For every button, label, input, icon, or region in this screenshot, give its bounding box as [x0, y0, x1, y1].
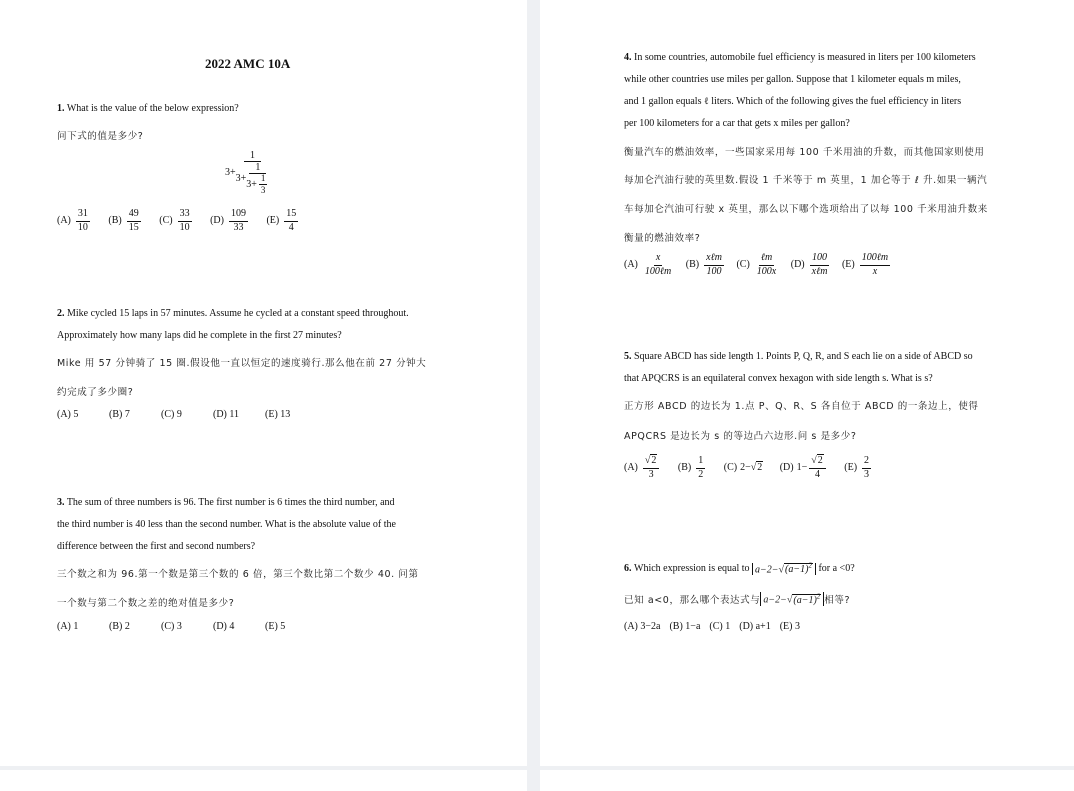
- question-1-prompt: What is the value of the below expression?: [66, 103, 239, 114]
- question-4-choices: [624, 253, 906, 277]
- q6-expr-radical: [784, 563, 813, 575]
- question-4-line-4: per 100 kilometers for a car that gets x miles per gallon?: [624, 118, 850, 129]
- q5-choice-b-fraction: [696, 456, 705, 480]
- q5-d-num: √2: [809, 456, 826, 469]
- q3-choice-e[interactable]: (E) 5: [265, 621, 286, 632]
- q5-choice-d-fraction: [809, 456, 826, 480]
- question-6-number: 6.: [624, 563, 632, 575]
- document-title: 2022 AMC 10A: [205, 56, 291, 71]
- q4-choice-c-label: (C): [736, 259, 750, 270]
- q6-zh-expr-prefix: a−2−: [763, 594, 787, 606]
- question-2-chinese-1: Mike 用 57 分钟骑了 15 圈.假设他一直以恒定的速度骑行.那么他在前 27 分钟大: [57, 358, 427, 369]
- q4-a-den: 100ℓm: [644, 265, 672, 277]
- q1-e-num: 15: [284, 209, 298, 222]
- q6-expr-radicand: (a−1): [785, 564, 809, 576]
- q5-c-root: √2: [750, 462, 763, 473]
- q4-d-num: 100: [810, 253, 829, 266]
- q5-choice-b[interactable]: [678, 456, 707, 480]
- question-5-line-1: [624, 352, 973, 362]
- q5-choice-d-label: (D): [779, 462, 794, 473]
- q4-e-den: x: [872, 265, 878, 277]
- q6-expr-prefix: a−2−: [755, 564, 779, 576]
- q4-choice-b-fraction: [704, 253, 724, 277]
- question-6-text: Which expression is equal to: [634, 563, 750, 575]
- q4-d-den: xℓm: [811, 265, 828, 277]
- q1-choice-c[interactable]: [159, 209, 193, 233]
- question-1-continued-fraction: [225, 150, 269, 196]
- q4-choice-e-fraction: [860, 253, 890, 277]
- question-2-line-2: Approximately how many laps did he complete in the first 27 minutes?: [57, 330, 342, 341]
- q5-choice-e[interactable]: [844, 456, 873, 480]
- q5-b-num: 1: [696, 456, 705, 469]
- question-5-chinese-1: 正方形 ABCD 的边长为 1.点 P、Q、R、S 各自位于 ABCD 的一条边上，使得: [624, 401, 979, 412]
- q3-choice-d[interactable]: (D) 4: [213, 621, 235, 632]
- question-2-line-1: [57, 309, 409, 319]
- cf-inner-fraction: [259, 174, 268, 196]
- cf-term-3: 3+: [246, 179, 257, 191]
- q1-e-den: 4: [288, 221, 294, 233]
- q6-chinese-abs-expression: $a-2-√(a-1)^2$: [760, 592, 824, 605]
- next-page-left-edge: [0, 770, 527, 791]
- question-2-text-1: Mike cycled 15 laps in 57 minutes. Assume he cycled at a constant speed throughout.: [67, 308, 409, 319]
- question-1-text: [57, 104, 239, 114]
- question-3-line-1: [57, 498, 395, 508]
- q1-choice-e[interactable]: [266, 209, 300, 233]
- question-4-chinese-1: 衡量汽车的燃油效率，一些国家采用每 100 千米用油的升数，而其他国家则使用: [624, 147, 985, 158]
- question-4-number: 4.: [624, 52, 632, 63]
- q5-e-den: 3: [864, 468, 870, 480]
- q6-abs-expression: $a-2-√(a-1)^2$: [752, 563, 816, 575]
- question-5-text-1: Square ABCD has side length 1. Points P, Q, R, and S each lie on a side of ABCD so: [634, 351, 973, 362]
- q2-choice-e[interactable]: (E) 13: [265, 409, 291, 420]
- q4-c-den: 100x: [756, 265, 777, 277]
- question-5-choices: [624, 456, 887, 480]
- q4-choice-d-label: (D): [790, 259, 805, 270]
- question-3-chinese-2: 一个数与第二个数之差的绝对值是多少?: [57, 598, 235, 609]
- q6-choice-c[interactable]: (C) 1: [709, 621, 731, 632]
- q4-choice-c-fraction: [755, 253, 778, 277]
- q6-choice-a[interactable]: (A) 3−2a: [624, 621, 661, 632]
- q4-a-num: x: [654, 253, 662, 266]
- q6-zh-expr-radical: [792, 594, 821, 606]
- q2-choice-d[interactable]: (D) 11: [213, 409, 240, 420]
- q5-choice-e-label: (E): [844, 462, 858, 473]
- q4-choice-e-label: (E): [841, 259, 855, 270]
- q5-e-num: 2: [862, 456, 871, 469]
- q1-b-num: 49: [127, 209, 141, 222]
- q3-choice-a[interactable]: (A) 1: [57, 621, 79, 632]
- question-2-chinese-2: 约完成了多少圈?: [57, 387, 134, 398]
- right-page: [540, 0, 1074, 766]
- cf-numerator-2: 1: [249, 162, 266, 174]
- question-4-text-1: In some countries, automobile fuel efficiency is measured in liters per 100 kilometers: [634, 52, 976, 63]
- q4-choice-e[interactable]: [842, 253, 892, 277]
- question-3-number: 3.: [57, 497, 65, 508]
- q4-choice-d[interactable]: [791, 253, 832, 277]
- q4-choice-a[interactable]: [624, 253, 675, 277]
- q1-d-num: 109: [229, 209, 248, 222]
- q1-d-den: 33: [233, 221, 244, 233]
- cf-numerator-1: 1: [244, 150, 261, 162]
- q1-choice-c-label: (C): [159, 215, 173, 226]
- q1-a-den: 10: [77, 221, 88, 233]
- question-6-line-1: [624, 563, 855, 575]
- question-4-chinese-4: 衡量的燃油效率?: [624, 233, 701, 244]
- q3-choice-c[interactable]: (C) 3: [161, 621, 182, 632]
- q1-choice-b-label: (B): [108, 215, 122, 226]
- q5-a-den: 3: [648, 468, 654, 480]
- cf-inner-num: 1: [259, 174, 268, 185]
- q1-choice-c-fraction: [178, 209, 192, 233]
- q1-c-den: 10: [179, 221, 190, 233]
- q4-choice-c[interactable]: [736, 253, 780, 277]
- q5-choice-a[interactable]: [624, 456, 661, 480]
- cf-inner-den: 3: [260, 185, 266, 196]
- question-1-chinese: 问下式的值是多少?: [57, 131, 144, 142]
- question-6-chinese: [624, 592, 850, 606]
- q5-d-den: 4: [815, 468, 820, 480]
- q4-choice-b-label: (B): [685, 259, 700, 270]
- question-4-chinese-3: 车每加仑汽油可行驶 x 英里，那么以下哪个选项给出了以每 100 千米用油升数来: [624, 204, 988, 215]
- q4-choice-a-fraction: [643, 253, 673, 277]
- q4-choice-b[interactable]: [686, 253, 726, 277]
- q1-choice-d-label: (D): [210, 215, 224, 226]
- cf-term-2: 3+: [235, 173, 247, 185]
- question-4-line-1: [624, 53, 976, 63]
- question-3-line-2: the third number is 40 less than the second number. What is the absolute value of the: [57, 519, 396, 530]
- q6-choice-d[interactable]: (D) a+1: [739, 621, 771, 632]
- question-4-line-2: while other countries use miles per gallon. Suppose that 1 kilometer equals m miles,: [624, 74, 961, 85]
- left-page: [0, 0, 527, 766]
- next-page-right-edge: [540, 770, 1074, 791]
- q6-chinese-prefix: 已知 a<0，那么哪个表达式与: [624, 595, 761, 606]
- q1-choice-d[interactable]: [210, 209, 250, 233]
- q5-c-radicand: 2: [757, 462, 763, 473]
- q1-choice-e-label: (E): [266, 215, 280, 226]
- question-3-line-3: difference between the first and second numbers?: [57, 541, 256, 552]
- q1-choice-a-label: (A): [57, 215, 71, 226]
- q5-choice-c-label: (C): [723, 462, 738, 473]
- q1-choice-d-fraction: [229, 209, 248, 233]
- q1-a-num: 31: [76, 209, 90, 222]
- q1-choice-e-fraction: [284, 209, 298, 233]
- question-4-line-3: and 1 gallon equals ℓ liters. Which of the following gives the fuel efficiency in liters: [624, 96, 962, 107]
- q1-choice-a[interactable]: [57, 209, 92, 233]
- q6-zh-expr-exponent: 2: [816, 592, 821, 601]
- q4-c-num: ℓm: [759, 253, 774, 266]
- question-3-text-1: The sum of three numbers is 96. The first number is 6 times the third number, and: [66, 497, 395, 508]
- q5-d-prefix: 1−: [796, 462, 808, 473]
- q1-choice-b-fraction: [127, 209, 141, 233]
- q6-expr-exponent: 2: [808, 562, 812, 570]
- q3-choice-b[interactable]: (B) 2: [109, 621, 130, 632]
- q5-a-radicand: 2: [651, 455, 657, 466]
- q5-choice-b-label: (B): [677, 462, 692, 473]
- q1-b-den: 15: [128, 221, 139, 233]
- question-5-chinese-2: APQCRS 是边长为 s 的等边凸六边形.问 s 是多少?: [624, 431, 857, 442]
- question-2-number: 2.: [57, 308, 65, 319]
- q1-c-num: 33: [178, 209, 192, 222]
- q6-chinese-suffix: 相等?: [824, 595, 851, 606]
- q5-choice-a-label: (A): [624, 462, 638, 473]
- q4-e-num: 100ℓm: [860, 253, 890, 266]
- q2-choice-b[interactable]: (B) 7: [109, 409, 130, 420]
- question-5-line-2: that APQCRS is an equilateral convex hexagon with side length s. What is s?: [624, 373, 933, 384]
- q1-choice-b[interactable]: [108, 209, 142, 233]
- q6-choice-e[interactable]: (E) 3: [779, 621, 800, 632]
- question-1-choices: [57, 209, 314, 233]
- q4-b-num: xℓm: [704, 253, 724, 266]
- q5-choice-e-fraction: [862, 456, 871, 480]
- question-3-choices: [57, 622, 285, 632]
- q6-choice-b[interactable]: (B) 1−a: [669, 621, 701, 632]
- q4-choice-d-fraction: [810, 253, 830, 277]
- question-3-chinese-1: 三个数之和为 96.第一个数是第三个数的 6 倍，第三个数比第二个数少 40. 问第: [57, 569, 419, 580]
- question-5-number: 5.: [624, 351, 632, 362]
- q5-c-prefix: 2−: [740, 462, 751, 473]
- q5-d-radicand: 2: [817, 455, 823, 466]
- question-6-condition: for a <0?: [818, 563, 855, 575]
- q4-b-den: 100: [706, 265, 722, 277]
- question-2-choices: [57, 410, 290, 420]
- q6-zh-expr-radicand: (a−1): [793, 594, 817, 606]
- cf-term-1: 3+: [225, 167, 236, 179]
- question-6-choices: [624, 622, 800, 632]
- q5-b-den: 2: [698, 468, 704, 480]
- q2-choice-c[interactable]: (C) 9: [161, 409, 182, 420]
- question-1-number: 1.: [57, 103, 65, 114]
- question-4-chinese-2: 每加仑汽油行驶的英里数.假设 1 千米等于 m 英里，1 加仑等于 ℓ 升.如果一辆汽: [624, 175, 988, 186]
- q2-choice-a[interactable]: (A) 5: [57, 409, 79, 420]
- q4-choice-a-label: (A): [624, 259, 638, 270]
- q5-choice-d[interactable]: [780, 456, 828, 480]
- q5-a-num: √2: [643, 456, 660, 469]
- q5-choice-c[interactable]: [724, 463, 763, 473]
- q5-choice-a-fraction: [643, 456, 660, 480]
- q1-choice-a-fraction: [76, 209, 90, 233]
